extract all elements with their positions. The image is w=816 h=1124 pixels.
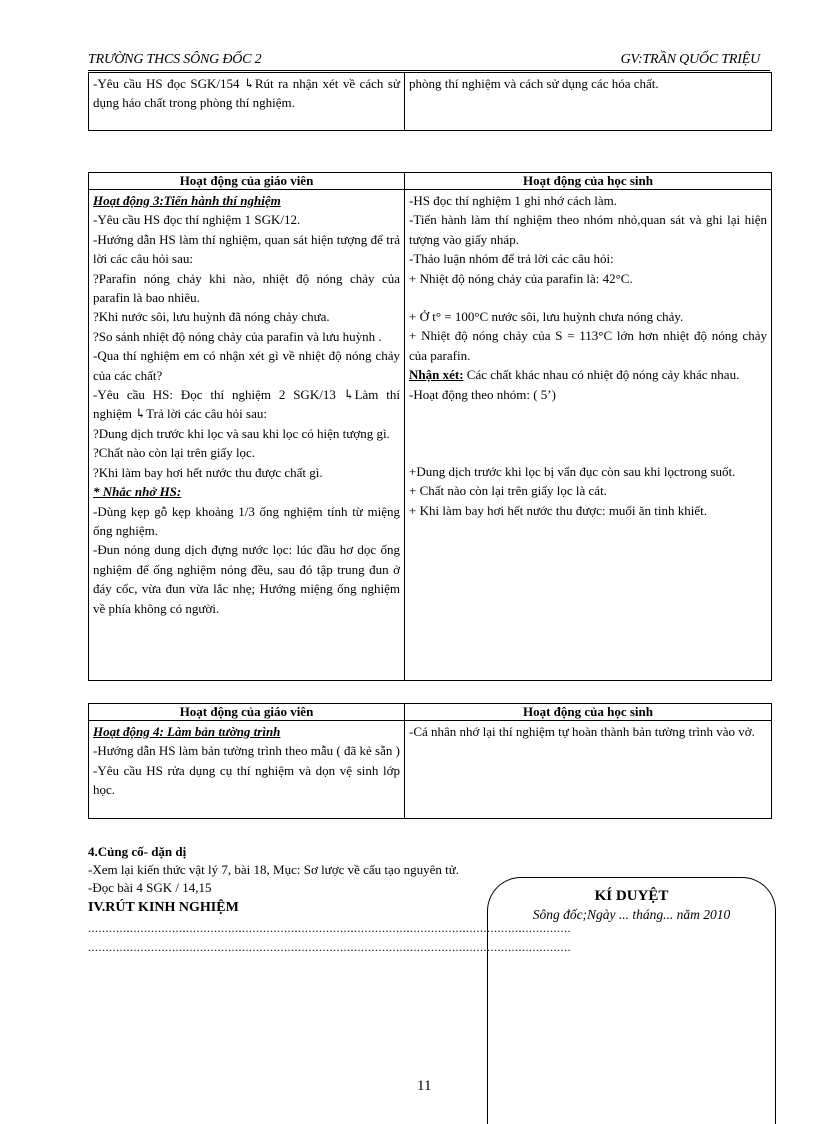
consolidation-line: -Đọc bài 4 SGK / 14,15	[88, 880, 212, 895]
student-line: + Nhiệt độ nóng chảy của S = 113°C lớn hơn nhiệt độ nóng chảy của parafin.	[409, 328, 767, 363]
approval-box	[487, 877, 776, 1124]
student-line: +Dung dịch trước khi lọc bị vẩn đục còn sau khi lọctrong suốt.	[409, 464, 736, 480]
reminder-line: -Đun nóng dung dịch đựng nước lọc: lúc đầu hơ dọc ống nghiệm để ống nghiệm nóng đều, sau đó tập trung đun ở đáy cốc, vừa đun vừa lắc nhẹ; Hướng miệng ống nghiệm về phía không có người.	[93, 542, 400, 616]
student-cell	[405, 73, 772, 131]
teacher-name: GV:TRẦN QUỐC TRIỆU	[620, 52, 760, 67]
approval-title: KÍ DUYỆT	[594, 888, 669, 904]
teacher-activities	[89, 721, 405, 819]
student-line: -Tiến hành làm thí nghiệm theo nhóm nhỏ,quan sát và ghi lại hiện tượng vào giấy nháp.	[409, 212, 767, 247]
activity-title: Hoạt động 3:Tiến hành thí nghiệm	[93, 193, 281, 208]
spacer	[409, 404, 767, 462]
teacher-line: -Yêu cầu HS: Đọc thí nghiệm 2 SGK/13 ↳Làm thí nghiệm ↳Trả lời các câu hỏi sau:	[93, 387, 400, 422]
approval-subtitle: Sông đốc;Ngày ... tháng... năm 2010	[532, 907, 731, 922]
student-line: -Thảo luận nhóm để trả lời các câu hỏi:	[409, 251, 614, 267]
teacher-line: -Hướng dẫn HS làm thí nghiệm, quan sát hiện tượng để trả lời các câu hỏi sau:	[93, 231, 400, 267]
teacher-cell	[89, 73, 405, 131]
activity-title: Hoạt động 4: Làm bản tường trình	[93, 724, 281, 739]
header-teacher: Hoạt động của giáo viên	[89, 704, 405, 721]
student-line: -Cá nhân nhớ lại thí nghiệm tự hoàn thành bản tường trình vào vở.	[409, 724, 755, 739]
teacher-line: ?So sánh nhiệt độ nóng chảy của parafin và lưu huỳnh .	[93, 328, 382, 344]
page-number: 11	[417, 1078, 432, 1094]
continuation-table	[88, 72, 772, 131]
student-text: phòng thí nghiệm và cách sử dụng các hóa chất.	[409, 76, 659, 91]
teacher-line: -Yêu cầu HS đọc thí nghiệm 1 SGK/12.	[93, 212, 301, 228]
reminder-title: * Nhắc nhở HS:	[93, 484, 182, 500]
teacher-text: -Yêu cầu HS đọc SGK/154 ↳Rút ra nhận xét về cách sử dụng háo chất trong phòng thí nghiệm.	[93, 76, 400, 111]
student-line: + Khi làm bay hơi hết nước thu được: muối ăn tinh khiết.	[409, 502, 708, 518]
student-activities	[405, 721, 772, 819]
spacer	[409, 288, 767, 307]
teacher-line: -Yêu cầu HS rửa dụng cụ thí nghiệm và dọn vệ sinh lớp học.	[93, 762, 400, 798]
student-line: + Nhiệt độ nóng chảy của parafin là: 42°C.	[409, 270, 633, 286]
experience-dots: ..........................................................................................................................................	[88, 940, 571, 954]
activity-4-table	[88, 703, 772, 819]
page-header	[88, 52, 770, 71]
remark	[409, 365, 767, 384]
activity-3-table	[88, 172, 772, 681]
student-line: + Chất nào còn lại trên giấy lọc là cát.	[409, 483, 607, 499]
reminder-line: -Dùng kẹp gỗ kẹp khoảng 1/3 ống nghiệm tính từ miệng ống nghiệm.	[93, 503, 400, 538]
experience-title: IV.RÚT KINH NGHIỆM	[88, 900, 239, 915]
teacher-line: ?Dung dịch trước khi lọc và sau khi lọc có hiện tượng gì.	[93, 425, 390, 441]
group-activity: -Hoạt động theo nhóm: ( 5’)	[409, 386, 556, 402]
student-line: -HS đọc thí nghiệm 1 ghi nhớ cách làm.	[409, 193, 617, 208]
remark-text: Các chất khác nhau có nhiệt độ nóng cảy khác nhau.	[463, 367, 740, 383]
teacher-line: ?Chất nào còn lại trên giấy lọc.	[93, 445, 256, 461]
consolidation-title: 4.Củng cố- dặn dị	[88, 844, 187, 859]
teacher-line: ?Khi nước sôi, lưu huỳnh đã nóng chảy chưa.	[93, 309, 330, 325]
header-student: Hoạt động của học sinh	[405, 704, 772, 721]
remark-label: Nhận xét:	[409, 367, 464, 383]
teacher-line: -Qua thí nghiệm em có nhận xét gì về nhiệt độ nóng chảy của các chất?	[93, 348, 400, 383]
experience-dots: ..........................................................................................................................................	[88, 921, 571, 935]
header-teacher: Hoạt động của giáo viên	[89, 173, 405, 190]
header-student: Hoạt động của học sinh	[405, 173, 772, 190]
teacher-activities	[89, 190, 405, 681]
student-activities	[405, 190, 772, 681]
school-name: TRƯỜNG THCS SÔNG ĐỐC 2	[88, 52, 262, 67]
teacher-line: ?Parafin nóng chảy khi nào, nhiệt độ nóng chảy của parafin là bao nhiêu.	[93, 270, 400, 306]
teacher-line: -Hướng dẫn HS làm bản tường trình theo mẫu ( đã kẻ sẵn )	[93, 743, 400, 759]
student-line: + Ở t° = 100°C nước sôi, lưu huỳnh chưa nóng chảy.	[409, 309, 684, 325]
teacher-line: ?Khi làm bay hơi hết nước thu được chất gì.	[93, 464, 323, 480]
consolidation-line: -Xem lại kiến thức vật lý 7, bài 18, Mục: Sơ lược về cấu tạo nguyên tử.	[88, 862, 459, 877]
